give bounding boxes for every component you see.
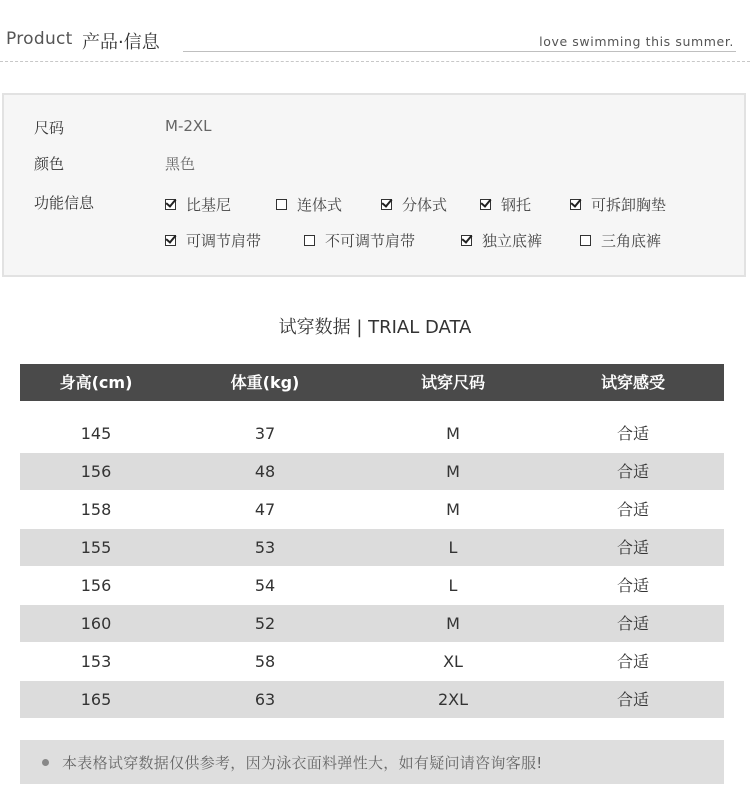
trial-table-header — [20, 364, 724, 401]
header-title-cn: 产品·信息 — [82, 32, 160, 53]
feature-label: 分体式 — [402, 196, 448, 214]
cell-weight: 37 — [254, 424, 276, 443]
cell-feel: 合适 — [616, 500, 649, 519]
color-value: 黑色 — [165, 155, 196, 173]
cell-feel: 合适 — [616, 576, 649, 595]
header-divider — [0, 61, 750, 62]
product-info-panel — [2, 93, 746, 277]
checkbox-icon — [580, 235, 591, 246]
table-row — [20, 605, 724, 642]
features-label: 功能信息 — [34, 194, 95, 212]
cell-height: 158 — [80, 500, 112, 519]
checkbox-icon — [276, 199, 287, 210]
feature-label: 连体式 — [297, 196, 343, 214]
cell-weight: 52 — [254, 614, 276, 633]
cell-height: 155 — [80, 538, 112, 557]
cell-size: M — [446, 500, 460, 519]
checkbox-icon — [461, 235, 472, 246]
cell-size: XL — [443, 652, 463, 671]
feature-label: 可拆卸胸垫 — [591, 196, 667, 214]
feature-adjustable-straps — [165, 230, 261, 251]
table-row — [20, 491, 724, 528]
feature-label: 钢托 — [501, 196, 532, 214]
feature-label: 独立底裤 — [482, 232, 543, 250]
header-title-en: Product — [6, 29, 73, 49]
cell-size: M — [446, 424, 460, 443]
header-feel: 试穿感受 — [600, 373, 665, 392]
table-row — [20, 453, 724, 490]
cell-weight: 53 — [254, 538, 276, 557]
header-weight: 体重(kg) — [230, 373, 300, 392]
size-value: M-2XL — [165, 117, 212, 135]
header-height: 身高(cm) — [59, 373, 133, 392]
cell-size: M — [446, 462, 460, 481]
page-header — [0, 0, 750, 62]
cell-feel: 合适 — [616, 424, 649, 443]
cell-feel: 合适 — [616, 614, 649, 633]
feature-triangle-bottoms — [580, 230, 661, 251]
cell-weight: 54 — [254, 576, 276, 595]
cell-weight: 47 — [254, 500, 276, 519]
table-row — [20, 567, 724, 604]
table-row — [20, 529, 724, 566]
table-row — [20, 643, 724, 680]
cell-size: 2XL — [437, 690, 469, 709]
cell-height: 165 — [80, 690, 112, 709]
header-size: 试穿尺码 — [420, 373, 485, 392]
checkbox-icon — [480, 199, 491, 210]
disclaimer-text: 本表格试穿数据仅供参考，因为泳衣面料弹性大，如有疑问请咨询客服! — [62, 754, 543, 772]
cell-feel: 合适 — [616, 462, 649, 481]
cell-height: 145 — [80, 424, 112, 443]
cell-weight: 63 — [254, 690, 276, 709]
disclaimer-note — [20, 740, 724, 784]
feature-label: 比基尼 — [186, 196, 232, 214]
table-row — [20, 681, 724, 718]
cell-height: 160 — [80, 614, 112, 633]
checkbox-icon — [381, 199, 392, 210]
color-label: 颜色 — [34, 155, 65, 173]
feature-one-piece — [276, 194, 342, 215]
feature-underwire — [480, 194, 531, 215]
cell-height: 156 — [80, 576, 112, 595]
feature-label: 不可调节肩带 — [325, 232, 416, 250]
cell-weight: 48 — [254, 462, 276, 481]
size-label: 尺码 — [34, 119, 65, 137]
feature-fixed-straps — [304, 230, 415, 251]
bullet-icon — [42, 759, 49, 766]
cell-size: L — [448, 576, 458, 595]
cell-feel: 合适 — [616, 690, 649, 709]
checkbox-icon — [570, 199, 581, 210]
trial-data-title: 试穿数据 | TRIAL DATA — [278, 317, 472, 338]
cell-size: L — [448, 538, 458, 557]
feature-removable-pads — [570, 194, 666, 215]
table-row — [20, 415, 724, 452]
cell-height: 153 — [80, 652, 112, 671]
cell-size: M — [446, 614, 460, 633]
feature-label: 三角底裤 — [601, 232, 662, 250]
header-rule — [183, 51, 736, 52]
feature-separate-bottoms — [461, 230, 542, 251]
header-slogan: love swimming this summer. — [533, 34, 734, 49]
cell-feel: 合适 — [616, 652, 649, 671]
cell-weight: 58 — [254, 652, 276, 671]
feature-two-piece — [381, 194, 447, 215]
cell-feel: 合适 — [616, 538, 649, 557]
feature-label: 可调节肩带 — [186, 232, 262, 250]
feature-bikini — [165, 194, 231, 215]
cell-height: 156 — [80, 462, 112, 481]
checkbox-icon — [165, 199, 176, 210]
checkbox-icon — [304, 235, 315, 246]
checkbox-icon — [165, 235, 176, 246]
